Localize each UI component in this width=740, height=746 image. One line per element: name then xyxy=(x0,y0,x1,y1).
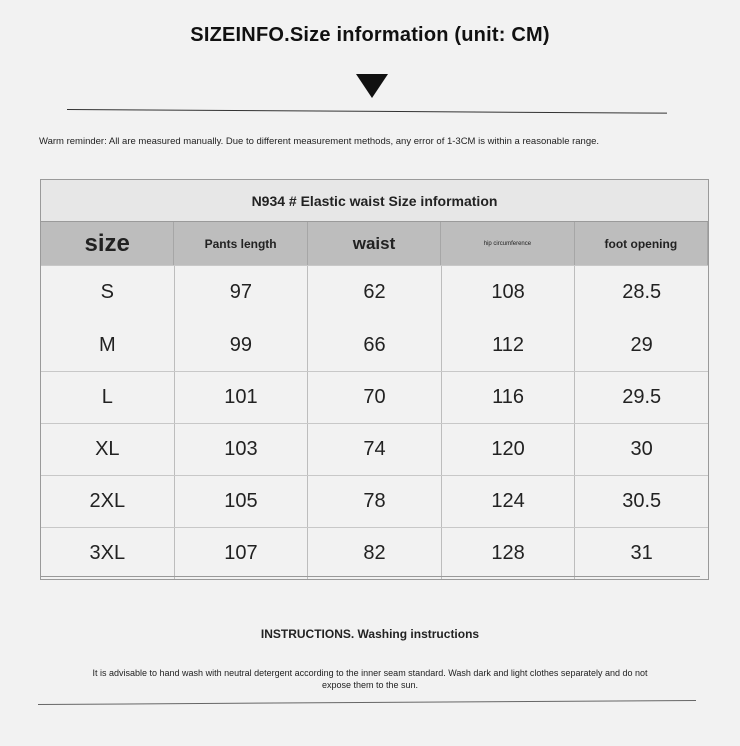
divider-bottom xyxy=(38,700,696,705)
header-size: size xyxy=(41,222,174,265)
table-caption: N934 # Elastic waist Size information xyxy=(41,180,708,222)
cell-pants-length: 101 xyxy=(175,372,309,423)
cell-pants-length: 107 xyxy=(175,528,309,579)
cell-hip: 108 xyxy=(442,266,576,319)
cell-waist: 82 xyxy=(308,528,442,579)
warm-reminder: Warm reminder: All are measured manually. Due to different measurement methods, any error of 1-3CM is within a reasonable range. xyxy=(39,136,600,147)
table-row xyxy=(41,527,708,579)
cell-hip: 120 xyxy=(442,424,576,475)
cell-pants-length: 97 xyxy=(175,266,309,319)
instructions-title: INSTRUCTIONS. Washing instructions xyxy=(260,627,480,641)
table-row xyxy=(41,371,708,423)
cell-foot-opening: 28.5 xyxy=(622,281,662,303)
table-row xyxy=(41,423,708,475)
cell-hip: 128 xyxy=(442,528,576,579)
table-row xyxy=(41,319,708,371)
cell-foot-opening: 30 xyxy=(630,438,653,460)
cell-size: S xyxy=(41,266,175,319)
cell-waist: 66 xyxy=(308,319,442,371)
header-waist: waist xyxy=(308,222,441,265)
divider-top xyxy=(67,109,667,114)
cell-waist: 70 xyxy=(308,372,442,423)
header-hip-circumference: hip circumference xyxy=(441,222,574,265)
cell-waist: 78 xyxy=(308,476,442,527)
cell-foot-opening: 29 xyxy=(630,333,653,356)
cell-waist: 62 xyxy=(308,266,442,319)
cell-size: L xyxy=(41,372,175,423)
table-row xyxy=(41,265,708,319)
size-table xyxy=(40,179,709,580)
table-header-row xyxy=(41,222,708,265)
cell-size: 2XL xyxy=(41,476,175,527)
divider-table-bottom xyxy=(40,576,700,577)
cell-pants-length: 105 xyxy=(175,476,309,527)
cell-foot-opening: 30.5 xyxy=(622,490,662,512)
down-arrow-icon xyxy=(356,74,388,98)
page-title: SIZEINFO.Size information (unit: CM) xyxy=(190,24,550,46)
cell-hip: 112 xyxy=(442,319,576,371)
table-row xyxy=(41,475,708,527)
cell-size: XL xyxy=(41,424,175,475)
cell-foot-opening: 31 xyxy=(630,542,653,564)
cell-size: 3XL xyxy=(41,528,175,579)
table-body xyxy=(41,265,708,579)
cell-pants-length: 99 xyxy=(175,319,309,371)
header-pants-length: Pants length xyxy=(174,222,307,265)
header-foot-opening: foot opening xyxy=(575,222,708,265)
cell-foot-opening: 29.5 xyxy=(622,386,662,408)
cell-pants-length: 103 xyxy=(175,424,309,475)
cell-size: M xyxy=(41,319,175,371)
cell-hip: 116 xyxy=(442,372,576,423)
instructions-body: It is advisable to hand wash with neutral detergent according to the inner seam standard. Wash dark and light clothes separately and do not expose them to the sun. xyxy=(92,668,648,690)
cell-hip: 124 xyxy=(442,476,576,527)
cell-waist: 74 xyxy=(308,424,442,475)
